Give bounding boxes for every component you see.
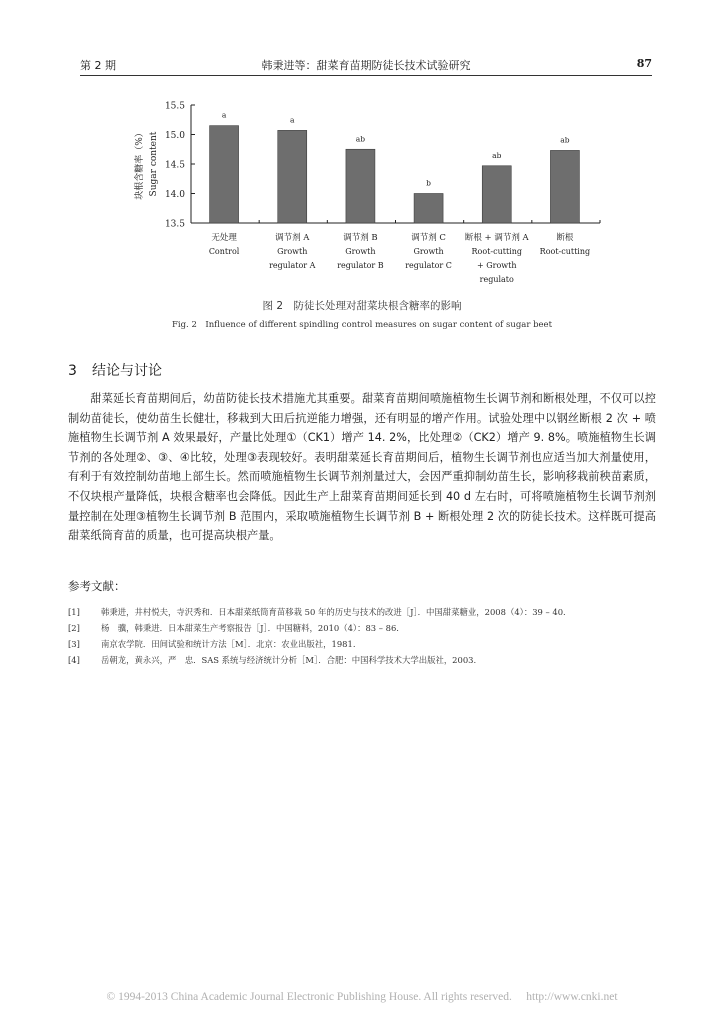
reference-text: 岳朝龙，黄永兴，严 忠．SAS 系统与经济统计分析［M］．合肥：中国科学技术大学出版社，2003.: [101, 655, 477, 665]
category-label-zh: 调节剂 A: [275, 233, 310, 243]
running-title: 韩秉进等：甜菜育苗期防徒长技术试验研究: [261, 59, 471, 72]
significance-label: ab: [560, 135, 570, 145]
significance-label: a: [221, 110, 227, 120]
category-label-zh: 断根 + 调节剂 A: [464, 233, 529, 243]
y-tick-label: 15.5: [164, 101, 185, 112]
category-label-en: Root-cutting: [471, 247, 522, 256]
y-tick-label: 15.0: [164, 131, 185, 141]
chart-svg: [120, 92, 620, 292]
category-label-en: Growth: [413, 247, 444, 256]
category-label-zh: 断根: [556, 233, 574, 243]
reference-text: 韩秉进，井村悦夫，寺沢秀和．日本甜菜纸筒育苗移栽 50 年的历史与技术的改进［J］．中国甜菜糖业，2008（4）：39 – 40.: [101, 607, 566, 617]
bar: [414, 194, 443, 224]
category-label-en: Growth: [345, 247, 376, 256]
category-label-en: regulator A: [269, 261, 316, 270]
reference-number: [4]: [68, 655, 80, 665]
category-label-en: regulato: [479, 275, 514, 284]
y-tick-label: 14.0: [164, 190, 185, 200]
section-title: 结论与讨论: [92, 363, 162, 379]
y-axis-label-zh: 块根含糖率（%）: [135, 128, 145, 200]
reference-item: [68, 636, 658, 652]
reference-item: [68, 620, 658, 636]
category-label-zh: 无处理: [211, 233, 237, 243]
bar: [278, 130, 307, 223]
significance-label: a: [290, 115, 295, 125]
reference-number: [1]: [68, 607, 80, 617]
bar: [346, 149, 375, 223]
reference-item: [68, 652, 658, 668]
header-rule: [80, 75, 652, 76]
references-title: 参考文献：: [68, 579, 126, 593]
category-label-en: Root-cutting: [539, 247, 591, 256]
category-label-zh: 调节剂 C: [411, 233, 446, 243]
issue-number: 第 2 期: [80, 59, 116, 72]
reference-text: 南京农学院．田间试验和统计方法［M］．北京：农业出版社，1981.: [101, 639, 356, 649]
y-tick-label: 14.5: [164, 160, 185, 171]
figure-caption-zh: 图 2 防徒长处理对甜菜块根含糖率的影响: [262, 300, 462, 312]
figure-caption-en: Fig. 2 Influence of different spindling control measures on sugar content of sugar beet: [171, 320, 553, 330]
category-label-en: Growth: [277, 247, 308, 256]
copyright-footer: © 1994-2013 China Academic Journal Electronic Publishing House. All rights reserved. http://www.cnki.net: [106, 991, 618, 1003]
bar: [482, 166, 511, 223]
category-label-en: Control: [208, 247, 240, 256]
running-header: [80, 57, 652, 73]
significance-label: ab: [355, 134, 366, 144]
y-tick-label: 13.5: [164, 219, 185, 230]
reference-number: [2]: [68, 623, 80, 633]
category-label-en: regulator C: [405, 261, 452, 270]
category-label-en: regulator B: [337, 261, 384, 270]
references-list: [68, 604, 658, 668]
significance-label: ab: [492, 150, 502, 160]
sugar-content-bar-chart: [120, 92, 620, 292]
category-label-zh: 调节剂 B: [343, 233, 378, 243]
section-heading: [68, 360, 162, 380]
significance-label: b: [426, 178, 431, 188]
bar: [210, 126, 239, 223]
category-label-en: + Growth: [477, 261, 517, 270]
bar: [550, 150, 579, 223]
section-number: 3: [68, 363, 77, 379]
page-number: 87: [636, 57, 652, 70]
section-paragraph: 甜菜延长育苗期间后，幼苗防徒长技术措施尤其重要。甜菜育苗期间喷施植物生长调节剂和断根处理，不仅可以控制幼苗徒长，使幼苗生长健壮，移栽到大田后抗逆能力增强，还有明显的增产作用。试验处理中以钢丝断根 2 次 + 喷施植物生长调节剂 A 效果最好，产量比处理①（CK1）增产 14. 2%，比处理②（CK2）增产 9. 8%。喷施植物生长调节剂的各处理②、③、④比较，处理③表现较好。表明甜菜延长育苗期间后，植物生长调节剂也应适当加大剂量使用，有利于有效控制幼苗地上部生长。然而喷施植物生长调节剂剂量过大，会因严重抑制幼苗生长，影响移栽前秧苗素质，不仅块根产量降低，块根含糖率也会降低。因此生产上甜菜育苗期间延长到 40 d 左右时，可将喷施植物生长调节剂剂量控制在处理③植物生长调节剂 B 范围内，采取喷施植物生长调节剂 B + 断根处理 2 次的防徒长技术。这样既可提高甜菜纸筒育苗的质量，也可提高块根产量。: [68, 392, 656, 543]
reference-text: 杨 骥，韩秉进．日本甜菜生产考察报告［J］．中国糖料，2010（4）：83 – 86.: [101, 623, 399, 633]
reference-number: [3]: [68, 639, 80, 649]
y-axis-label-en: Sugar content: [149, 131, 159, 197]
reference-item: [68, 604, 658, 620]
